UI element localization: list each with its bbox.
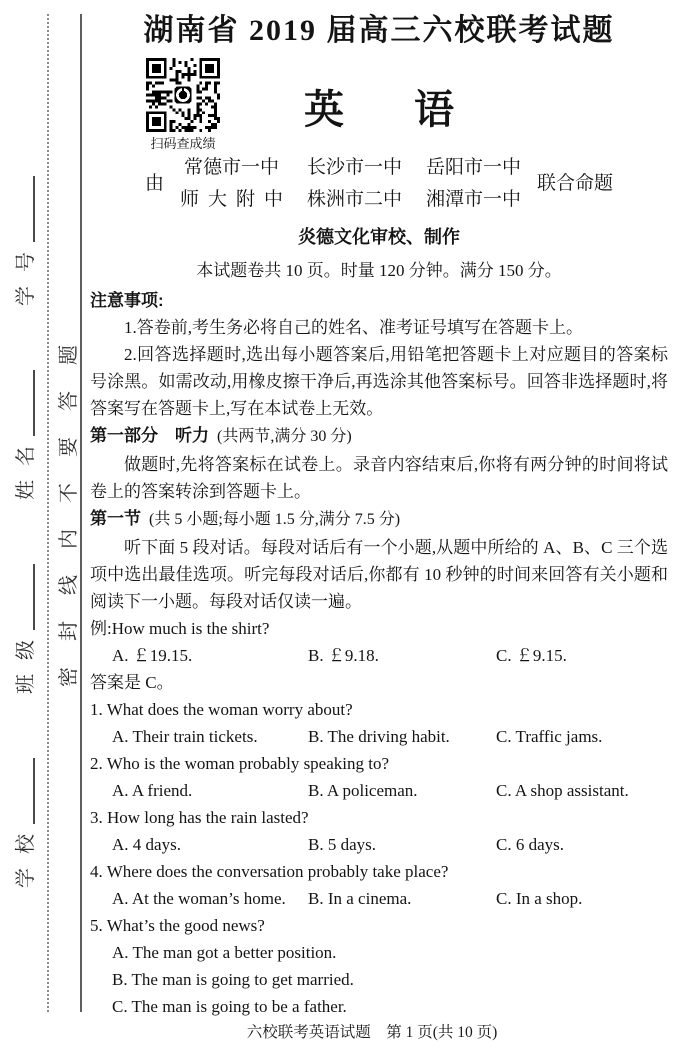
part1-heading: 第一部分 听力 (共两节,满分 30 分)	[90, 426, 352, 445]
option-a: A. At the woman’s home.	[112, 889, 286, 908]
producer-line: 炎德文化审校、制作	[298, 227, 460, 247]
seal-dotted-line	[47, 14, 49, 1012]
question-3-options	[112, 831, 668, 858]
school-name: 湘潭市一中	[426, 188, 522, 210]
option-c: C. ￡9.15.	[496, 646, 567, 665]
field-student-number: 学号	[9, 176, 38, 306]
option-a: A. Their train tickets.	[112, 727, 258, 746]
option-b: B. The driving habit.	[308, 727, 450, 746]
exam-page-content	[83, 0, 668, 1020]
by-label: 由	[144, 172, 164, 194]
qr-label: 扫码查成绩	[150, 136, 216, 151]
section1-heading: 第一节 (共 5 小题;每小题 1.5 分,满分 7.5 分)	[90, 509, 401, 528]
school-name: 株洲市二中	[306, 188, 402, 210]
question-1-options	[112, 723, 668, 750]
option-c: C. A shop assistant.	[496, 781, 629, 800]
joint-label: 联合命题	[537, 172, 614, 194]
question-2-options	[112, 777, 668, 804]
option-a: A. ￡19.15.	[112, 646, 193, 665]
field-blank-line	[31, 564, 35, 630]
question-5-text: 5. What’s the good news?	[90, 916, 265, 935]
masthead	[90, 50, 668, 150]
example-question: 例:How much is the shirt?	[90, 619, 270, 638]
option-b: B. In a cinema.	[308, 889, 412, 908]
option-a: A. The man got a better position.	[112, 943, 337, 962]
notes-title: 注意事项:	[90, 291, 164, 310]
schools-list	[180, 152, 521, 211]
option-c: C. 6 days.	[496, 835, 564, 854]
option-b: B. A policeman.	[308, 781, 418, 800]
example-answer: 答案是 C。	[90, 673, 174, 692]
page-title: 湖南省 2019 届高三六校联考试题	[143, 14, 615, 47]
question-4-options	[112, 885, 668, 912]
option-c: C. The man is going to be a father.	[112, 997, 347, 1016]
option-c: C. In a shop.	[496, 889, 583, 908]
seal-line-text: 密封线内不要答题	[58, 319, 80, 687]
subject-title: 英 语	[304, 88, 454, 132]
field-class: 班级	[9, 564, 38, 694]
field-blank-line	[31, 176, 35, 242]
qr-block	[140, 58, 226, 152]
option-b: B. 5 days.	[308, 835, 376, 854]
field-name: 姓名	[9, 370, 38, 500]
paper-info: 本试题卷共 10 页。时量 120 分钟。满分 150 分。	[196, 261, 562, 280]
option-b: B. ￡9.18.	[308, 646, 379, 665]
footer-page-info: 六校联考英语试题 第 1 页(共 10 页)	[246, 1024, 498, 1041]
school-name: 长沙市一中	[306, 156, 402, 178]
example-options-row	[112, 642, 668, 669]
committee-block	[90, 152, 668, 210]
field-blank-line	[31, 758, 35, 824]
field-school: 学校	[9, 758, 38, 888]
section1-intro: 听下面 5 段对话。每段对话后有一个小题,从题中所给的 A、B、C 三个选项中选出最佳选项。听完每段对话后,你都有 10 秒钟的时间来回答有关小题和阅读下一小题。每段对话仅读一遍。	[90, 538, 668, 611]
option-a: A. 4 days.	[112, 835, 181, 854]
part1-intro: 做题时,先将答案标在试卷上。录音内容结束后,你将有两分钟的时间将试卷上的答案转涂到答题卡上。	[90, 455, 668, 501]
school-name: 常德市一中	[183, 156, 279, 178]
school-name: 师大附中	[179, 188, 292, 210]
qr-code-icon	[146, 58, 220, 132]
question-2-text: 2. Who is the woman probably speaking to?	[90, 754, 390, 773]
question-1-text: 1. What does the woman worry about?	[90, 700, 353, 719]
field-blank-line	[31, 370, 35, 436]
school-name: 岳阳市一中	[426, 156, 522, 178]
option-c: C. Traffic jams.	[496, 727, 603, 746]
question-4-text: 4. Where does the conversation probably take place?	[90, 862, 449, 881]
option-a: A. A friend.	[112, 781, 193, 800]
question-3-text: 3. How long has the rain lasted?	[90, 808, 309, 827]
note-item-2: 2.回答选择题时,选出每小题答案后,用铅笔把答题卡上对应题目的答案标号涂黑。如需改动,用橡皮擦干净后,再选涂其他答案标号。回答非选择题时,将答案写在答题卡上,写在本试卷上无效。	[90, 345, 668, 418]
student-info-fields	[10, 176, 38, 888]
note-item-1: 1.答卷前,考生务必将自己的姓名、准考证号填写在答题卡上。	[124, 318, 583, 337]
left-border-line	[80, 14, 82, 1012]
option-b: B. The man is going to get married.	[112, 970, 354, 989]
